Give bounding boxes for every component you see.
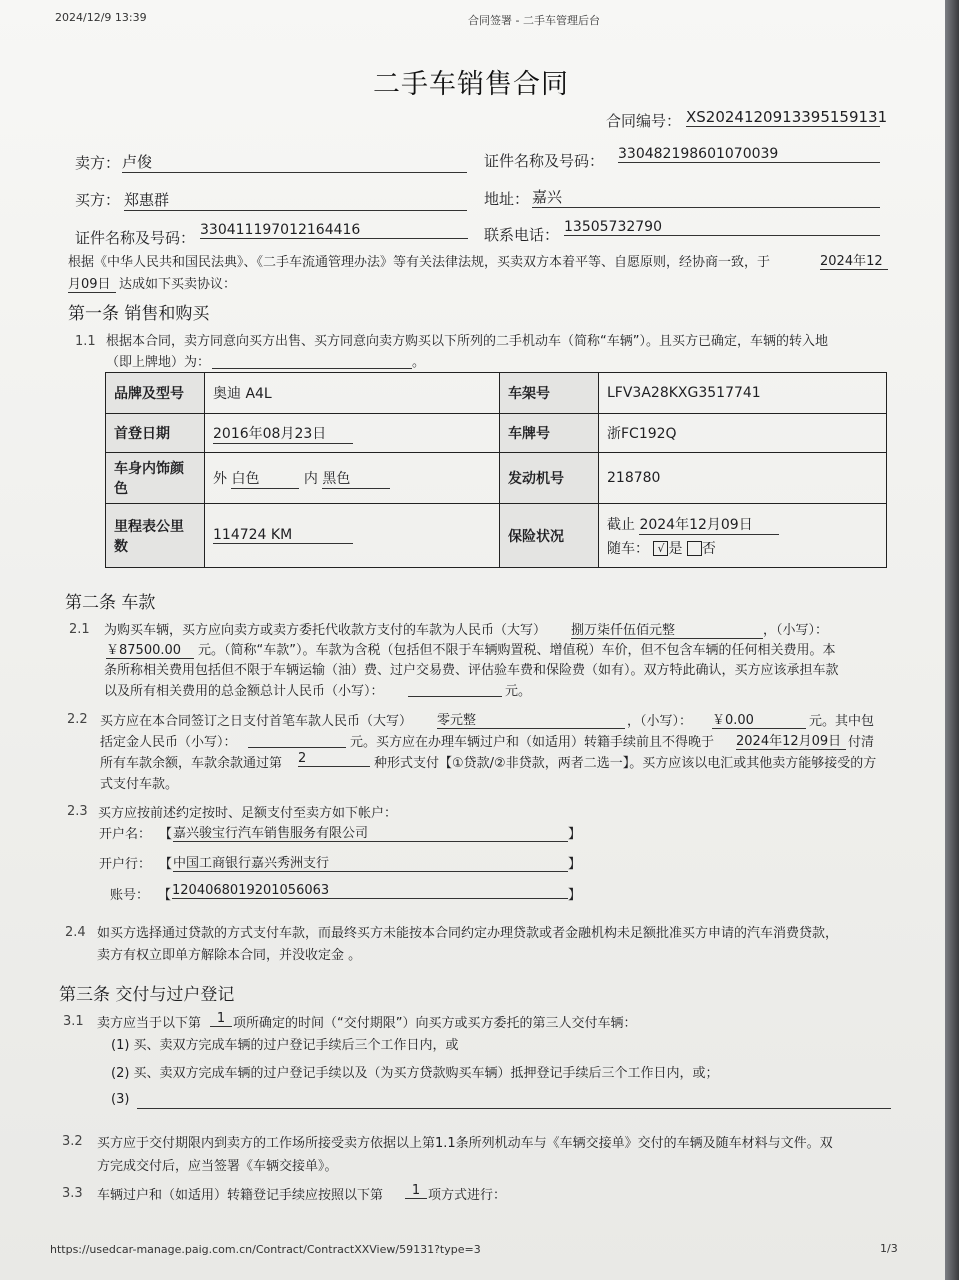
clause-2-2-text-2: 括定金人民币（小写）： <box>100 735 237 750</box>
yes-label: 是 <box>668 540 683 557</box>
interior-color: 黑色 <box>322 468 390 489</box>
clause-2-4-text: 如买方选择通过贷款的方式支付车款，而最终买方未能按本合同约定办理贷款或者金融机构未足额批准买方申请的汽车消费贷款， <box>97 926 839 941</box>
contract-no-label: 合同编号： <box>606 112 682 130</box>
deposit-amount: ￥0.00 <box>712 709 806 729</box>
deposit-in-words: 零元整 <box>437 709 625 729</box>
clause-1-1-text: 根据本合同，卖方同意向买方出售、买方同意向卖方购买以下所列的二手机动车（简称“车辆”）。且买方已确定，车辆的转入地 <box>106 334 828 349</box>
delivery-option-3-blank <box>137 1093 891 1109</box>
plate-value: 浙FC192Q <box>599 414 887 453</box>
deposit-small-label: ，（小写）： <box>627 714 693 729</box>
article-3-heading: 第三条 交付与过户登记 <box>59 985 235 1005</box>
clause-2-3-text: 买方应按前述约定按时、足额支付至卖方如下帐户： <box>98 806 398 821</box>
intro-text: 根据《中华人民共和国民法典》、《二手车流通管理办法》等有关法律法规，买卖双方本着平等、自愿原则，经协商一致，于 <box>68 255 771 270</box>
account-name-open-bracket: 【 <box>159 827 173 842</box>
clause-2-1-text: 为购买车辆，买方应向卖方或卖方委托代收款方支付的车款为人民币（大写） <box>104 623 547 638</box>
clause-2-2-text-6: 种形式支付【①贷款/②非贷款，两者二选一】。买方应该以电汇或其他卖方能够接受的方 <box>374 756 877 771</box>
buyer-phone: 13505732790 <box>564 219 880 236</box>
table-row <box>106 504 887 568</box>
exterior-prefix: 外 <box>213 470 227 487</box>
clause-2-2-text-5: 所有车款余额，车款余款通过第 <box>100 756 283 771</box>
delivery-option-3: (3) <box>111 1092 130 1107</box>
clause-2-1-text-3: 条所称相关费用包括但不限于车辆运输（油）费、过户交易费、评估验车费和保险费（如有）。双方特此确认，买方应该承担车款 <box>104 663 839 678</box>
article-1-heading: 第一条 销售和购买 <box>68 304 210 324</box>
interior-prefix: 内 <box>303 470 318 487</box>
clause-2-4-number: 2.4 <box>65 925 86 940</box>
clause-3-2-text: 买方应于交付期限内到卖方的工作场所接受卖方依据以上第1.1条所列机动车与《车辆交接单》交付的车辆及随车材料与文件。双 <box>97 1136 833 1151</box>
brand-label: 品牌及型号 <box>106 373 205 414</box>
price-small-label: ，（小写）： <box>763 623 829 638</box>
vehicle-info-table <box>105 372 887 568</box>
yes-checkbox: √ <box>653 541 668 556</box>
clause-1-1-number: 1.1 <box>75 334 96 349</box>
no-checkbox <box>687 541 702 556</box>
plate-label: 车牌号 <box>500 414 599 453</box>
insurance-until-prefix: 截止 <box>607 516 635 533</box>
insurance-label: 保险状况 <box>500 504 599 568</box>
intro-text-2: 达成如下买卖协议： <box>119 277 237 292</box>
price-amount: ￥87500.00 <box>106 639 194 659</box>
transfer-option: 1 <box>405 1183 427 1199</box>
registration-place-blank <box>212 352 412 369</box>
buyer-id: 330411197012164416 <box>200 222 468 239</box>
account-name-label: 开户名： <box>99 827 152 842</box>
with-car-label: 随车： <box>607 540 649 557</box>
buyer-id-label: 证件名称及号码： <box>75 229 196 247</box>
account-name: 嘉兴骏宝行汽车销售服务有限公司 <box>173 822 568 842</box>
buyer-address: 嘉兴 <box>532 186 880 208</box>
registration-date-value: 2016年08月23日 <box>213 423 353 444</box>
footer-url: https://usedcar-manage.paig.com.cn/Contract/ContractXXView/59131?type=3 <box>50 1243 481 1256</box>
mileage-label-line-2: 数 <box>114 538 128 555</box>
clause-3-2-text-2: 方完成交付后，应当签署《车辆交接单》。 <box>97 1159 338 1174</box>
clause-2-1-number: 2.1 <box>69 622 90 637</box>
payment-mode: 2 <box>298 751 370 767</box>
total-amount-blank <box>408 681 502 697</box>
account-name-close-bracket: 】 <box>568 827 582 842</box>
buyer-label: 买方： <box>75 191 121 209</box>
clause-2-4-text-2: 卖方有权立即单方解除本合同，并没收定金 。 <box>97 948 362 963</box>
seller-id-label: 证件名称及号码： <box>484 152 605 170</box>
clause-2-2-text: 买方应在本合同签订之日支付首笔车款人民币（大写） <box>100 714 413 729</box>
price-in-words: 捌万柒仟伍佰元整 <box>571 619 763 639</box>
intro-date-b: 月09日 <box>68 273 116 293</box>
print-page-title: 合同签署 - 二手车管理后台 <box>468 14 600 27</box>
exterior-color: 白色 <box>231 468 299 489</box>
bank-name: 中国工商银行嘉兴秀洲支行 <box>173 852 568 872</box>
delivery-option-1: (1) 买、卖双方完成车辆的过户登记手续后三个工作日内，或 <box>111 1038 459 1053</box>
clause-2-2-text-3: 元。买方应在办理车辆过户和（如适用）转籍手续前且不得晚于 <box>350 735 715 750</box>
clause-2-2-text-7: 式支付车款。 <box>100 777 179 792</box>
clause-2-1-text-2: 元。（简称“车款”）。车款为含税（包括但不限于车辆购置税、增值税）车价，但不包含车辆的任何相关费用。本 <box>198 643 836 658</box>
insurance-until-line <box>607 514 878 535</box>
mileage-label <box>106 504 205 568</box>
registration-date-cell <box>205 414 500 453</box>
clause-3-1-text-2: 项所确定的时间（“交付期限”）向买方或买方委托的第三人交付车辆： <box>233 1016 637 1031</box>
clause-3-1-number: 3.1 <box>63 1014 84 1029</box>
clause-2-1-end: 元。 <box>505 684 532 699</box>
color-cell <box>205 453 500 504</box>
account-number-close-bracket: 】 <box>568 888 582 903</box>
print-datetime: 2024/12/9 13:39 <box>55 11 147 24</box>
clause-2-2-text-end: 元。其中包 <box>809 714 875 729</box>
bank-open-bracket: 【 <box>159 857 173 872</box>
address-label: 地址： <box>484 190 530 208</box>
footer-page-number: 1/3 <box>880 1242 898 1255</box>
seller-name: 卢俊 <box>122 151 467 173</box>
table-row <box>106 453 887 504</box>
seller-label: 卖方： <box>75 154 121 172</box>
insurance-with-car-line <box>607 538 878 558</box>
seller-id: 330482198601070039 <box>618 146 880 163</box>
clause-2-1-text-4: 以及所有相关费用的总金额总计人民币（小写）： <box>104 684 384 699</box>
engine-label: 发动机号 <box>500 453 599 504</box>
clause-3-1-text: 卖方应当于以下第 <box>97 1016 202 1031</box>
clause-3-3-text: 车辆过户和（如适用）转籍登记手续应按照以下第 <box>97 1188 384 1203</box>
clause-2-2-text-4: 付清 <box>848 735 875 750</box>
clause-2-2-number: 2.2 <box>67 712 88 727</box>
color-label-line-1: 车身内饰颜 <box>114 461 184 478</box>
no-label: 否 <box>701 540 716 557</box>
contract-title: 二手车销售合同 <box>373 69 569 100</box>
vin-label: 车架号 <box>500 373 599 414</box>
engine-value: 218780 <box>599 453 887 504</box>
delivery-option-2: (2) 买、卖双方完成车辆的过户登记手续以及（为买方贷款购买车辆）抵押登记手续后三个工作日内，或； <box>111 1066 719 1081</box>
clause-1-1-end: 。 <box>412 355 426 370</box>
article-2-heading: 第二条 车款 <box>65 593 156 613</box>
intro-date-a: 2024年12 <box>820 250 888 270</box>
table-row <box>106 373 887 414</box>
insurance-until-date: 2024年12月09日 <box>639 514 779 535</box>
clause-2-3-number: 2.3 <box>67 804 88 819</box>
final-payment-date: 2024年12月09日 <box>736 730 846 750</box>
insurance-cell <box>599 504 887 568</box>
account-number: 1204068019201056063 <box>172 883 568 899</box>
clause-3-2-number: 3.2 <box>62 1134 83 1149</box>
mileage-label-line-1: 里程表公里 <box>114 518 184 535</box>
vin-value: LFV3A28KXG3517741 <box>599 373 887 414</box>
account-number-open-bracket: 【 <box>158 888 172 903</box>
color-label <box>106 453 205 504</box>
registration-date-label: 首登日期 <box>106 414 205 453</box>
color-label-line-2: 色 <box>114 481 128 498</box>
clause-3-3-text-2: 项方式进行： <box>428 1188 507 1203</box>
contract-no: XS2024120913395159131 <box>686 108 888 126</box>
phone-label: 联系电话： <box>484 226 560 244</box>
brand-value: 奥迪 A4L <box>205 373 500 414</box>
clause-3-3-number: 3.3 <box>62 1186 83 1201</box>
earnest-money-blank <box>248 732 346 748</box>
bank-label: 开户行： <box>99 857 152 872</box>
account-number-label: 账号： <box>110 888 150 903</box>
table-row <box>106 414 887 453</box>
clause-1-1-text-2: （即上牌地）为： <box>106 355 211 370</box>
mileage-value: 114724 KM <box>213 527 353 544</box>
buyer-name: 郑惠群 <box>124 189 467 211</box>
bank-close-bracket: 】 <box>568 857 582 872</box>
mileage-cell <box>205 504 500 568</box>
delivery-option: 1 <box>210 1011 232 1027</box>
